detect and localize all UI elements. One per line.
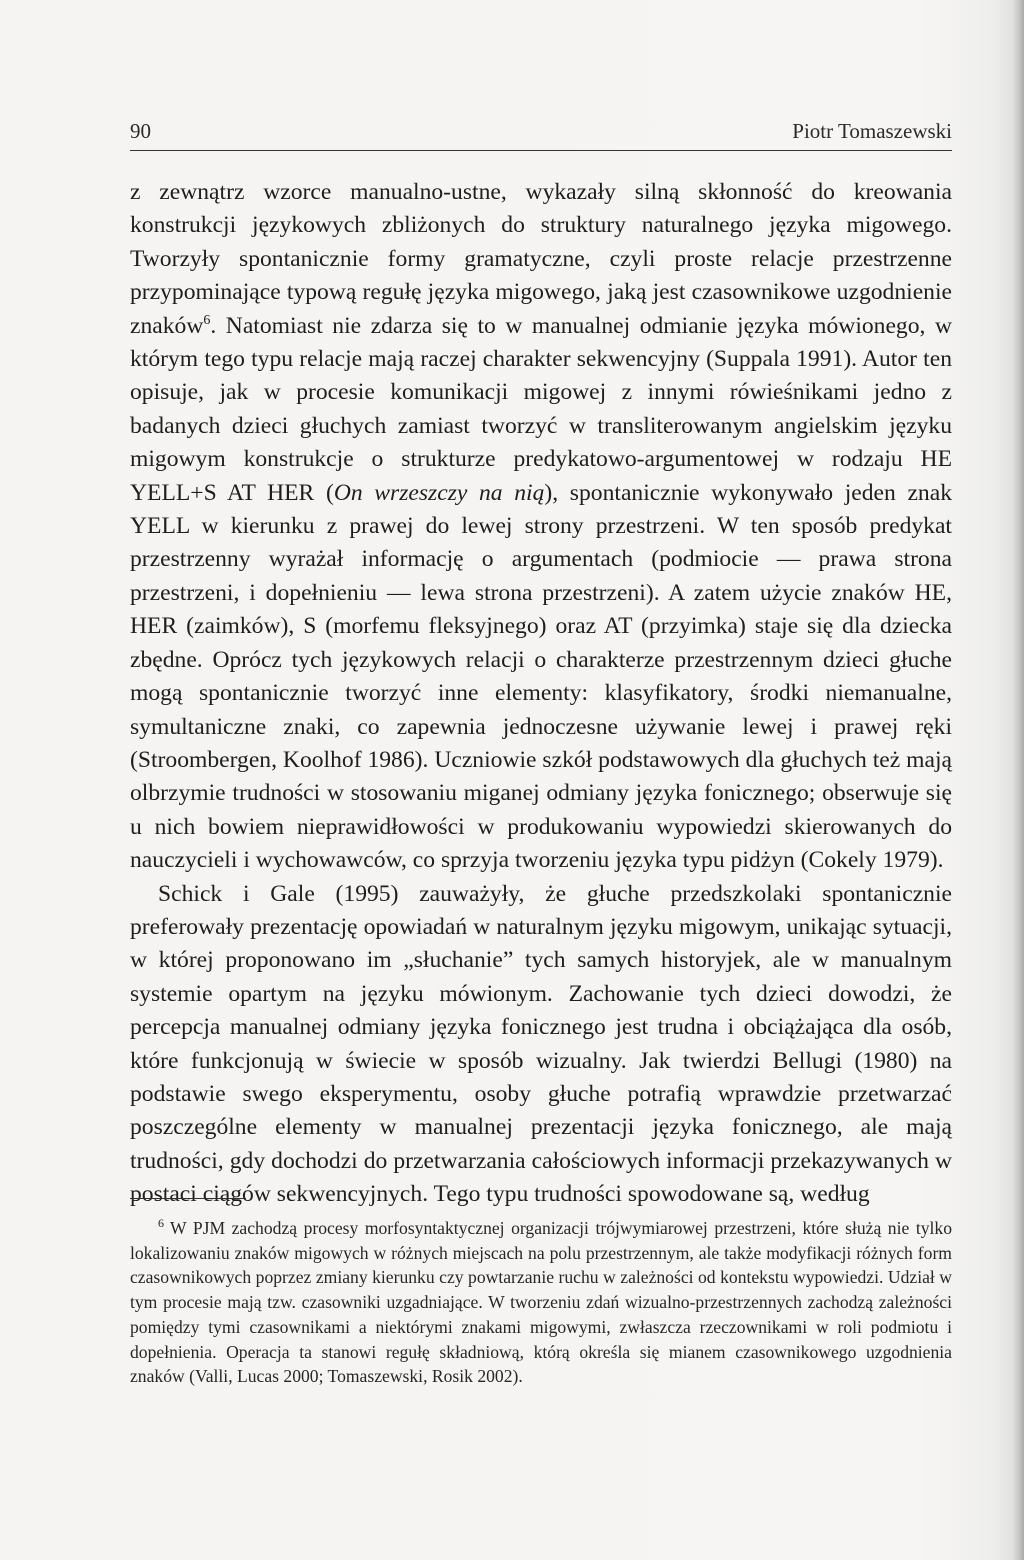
footnote	[130, 1216, 952, 1389]
header-rule	[130, 150, 952, 151]
paragraph-2: Schick i Gale (1995) zauważyły, że głuche przedszkolaki spontanicznie preferowały prezentację opowiadań w naturalnym języku migowym, unikając sytuacji, w której proponowano im „słuchanie” tych samych historyjek, ale w manualnym systemie opartym na języku mówionym. Zachowanie tych dzieci dowodzi, że percepcja manualnej odmiany języka fonicznego jest trudna i obciążająca dla osób, które funkcjonują w świecie w sposób wizualny. Jak twierdzi Bellugi (1980) na podstawie swego eksperymentu, osoby głuche potrafią wprawdzie przetwarzać poszczególne elementy w manualnej prezentacji języka fonicznego, ale mają trudności, gdy dochodzi do przetwarzania całościowych informacji przekazywanych w postaci ciągów sekwencyjnych. Tego typu trudności spowodowane są, według	[130, 880, 952, 1208]
footnote-number: 6	[158, 1216, 164, 1231]
footnote-text: W PJM zachodzą procesy morfosyntaktycznej organizacji trójwymiarowej przestrzeni, które służą nie tylko lokalizowaniu znaków migowych w różnych miejscach na polu przestrzennym, ale także modyfikacji różnych form czasownikowych poprzez zmiany kierunku czy powtarzanie ruchu w zależności od kontekstu wypowiedzi. Udział w tym procesie mają tzw. czasowniki uzgadniające. W tworzeniu zdań wizualno-przestrzennych zachodzą zależności pomiędzy tymi czasownikami a niektórymi znakami migowymi, zwłaszcza rzeczownikami w roli podmiotu i dopełnienia. Operacja ta stanowi regułę składniową, którą określa się mianem czasownikowego uzgodnienia znaków (Valli, Lucas 2000; Tomaszewski, Rosik 2002).	[130, 1218, 952, 1387]
page-number: 90	[130, 119, 151, 143]
paragraph-1-part-b: . Natomiast nie zdarza się to w manualnej odmianie języka mówionego, w którym tego typu relacje mają raczej charakter sekwencyjny (Suppala 1991). Autor ten opisuje, jak w procesie komunikacji migowej z innymi rówieśnikami jedno z badanych dzieci głuchych zamiast tworzyć w transliterowanym angielskim języku migowym konstrukcje o strukturze predykatowo-argumentowej w rodzaju HE YELL+S AT HER (	[130, 312, 952, 506]
footnote-rule	[130, 1198, 246, 1199]
running-head-author: Piotr Tomaszewski	[792, 119, 952, 143]
footnote-reference: 6	[203, 312, 211, 328]
page-edge-shadow	[1012, 0, 1024, 1560]
italic-gloss: On wrzeszczy na nią	[333, 479, 545, 506]
paragraph-1-part-a: z zewnątrz wzorce manualno-ustne, wykazały silną skłonność do kreowania konstrukcji językowych zbliżonych do struktury naturalnego języka migowego. Tworzyły spontanicznie formy gramatyczne, czyli proste relacje przestrzenne przypominające typową regułę języka migowego, jaką jest czasownikowe uzgodnienie znaków	[130, 179, 952, 339]
running-head	[130, 118, 952, 146]
paragraph-1	[130, 176, 952, 878]
paragraph-1-part-c: ), spontanicznie wykonywało jeden znak YELL w kierunku z prawej do lewej strony przestrzeni. W ten sposób predykat przestrzenny wyrażał informację o argumentach (podmiocie — prawa strona przestrzeni, i dopełnieniu — lewa strona przestrzeni). A zatem użycie znaków HE, HER (zaimków), S (morfemu fleksyjnego) oraz AT (przyimka) staje się dla dziecka zbędne. Oprócz tych językowych relacji o charakterze przestrzennym dzieci głuche mogą spontanicznie tworzyć inne elementy: klasyfikatory, środki niemanualne, symultaniczne znaki, co zapewnia jednoczesne używanie lewej i prawej ręki (Stroombergen, Koolhof 1986). Uczniowie szkół podstawowych dla głuchych też mają olbrzymie trudności w stosowaniu miganej odmiany języka fonicznego; obserwuje się u nich bowiem nieprawidłowości w produkowaniu wypowiedzi skierowanych do nauczycieli i wychowawców, co sprzyja tworzeniu języka typu pidżyn (Cokely 1979).	[130, 479, 952, 874]
main-text	[130, 176, 952, 1212]
